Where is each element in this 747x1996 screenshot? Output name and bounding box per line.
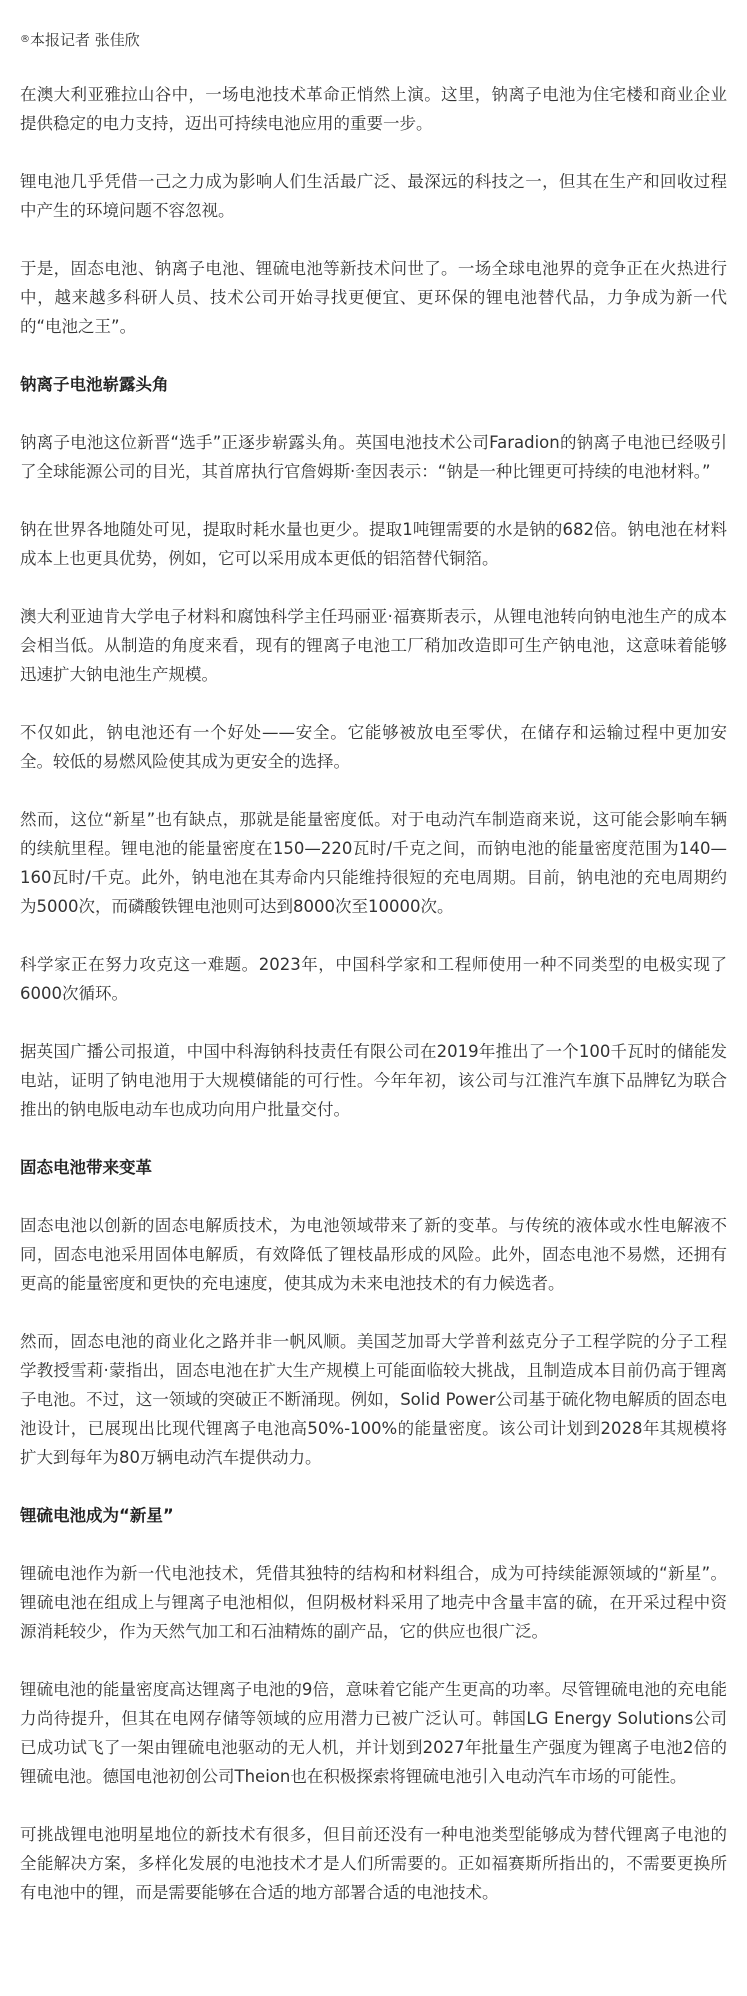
paragraph: 固态电池以创新的固态电解质技术，为电池领域带来了新的变革。与传统的液体或水性电解液不同，固态电池采用固体电解质，有效降低了锂枝晶形成的风险。此外，固态电池不易燃，还拥有更高的能量密度和更快的充电速度，使其成为未来电池技术的有力候选者。: [20, 1216, 727, 1293]
section-heading-solid-state: 固态电池带来变革: [20, 1158, 152, 1177]
registered-mark: ®: [20, 34, 30, 45]
paragraph: 于是，固态电池、钠离子电池、锂硫电池等新技术问世了。一场全球电池界的竞争正在火热进行中，越来越多科研人员、技术公司开始寻找更便宜、更环保的锂电池替代品，力争成为新一代的“电池之王”。: [20, 259, 727, 336]
paragraph: 科学家正在努力攻克这一难题。2023年，中国科学家和工程师使用一种不同类型的电极实现了6000次循环。: [20, 955, 727, 1003]
byline-text: 本报记者 张佳欣: [30, 31, 140, 49]
paragraph: 可挑战锂电池明星地位的新技术有很多，但目前还没有一种电池类型能够成为替代锂离子电池的全能解决方案，多样化发展的电池技术才是人们所需要的。正如福赛斯所指出的，不需要更换所有电池中的锂，而是需要能够在合适的地方部署合适的电池技术。: [20, 1825, 727, 1902]
paragraph: 澳大利亚迪肯大学电子材料和腐蚀科学主任玛丽亚·福赛斯表示，从锂电池转向钠电池生产的成本会相当低。从制造的角度来看，现有的锂离子电池工厂稍加改造即可生产钠电池，这意味着能够迅速扩大钠电池生产规模。: [20, 607, 727, 684]
paragraph: 锂电池几乎凭借一己之力成为影响人们生活最广泛、最深远的科技之一，但其在生产和回收过程中产生的环境问题不容忽视。: [20, 172, 727, 220]
paragraph: 不仅如此，钠电池还有一个好处——安全。它能够被放电至零伏，在储存和运输过程中更加安全。较低的易燃风险使其成为更安全的选择。: [20, 723, 727, 771]
paragraph: 锂硫电池作为新一代电池技术，凭借其独特的结构和材料组合，成为可持续能源领域的“新星”。锂硫电池在组成上与锂离子电池相似，但阴极材料采用了地壳中含量丰富的硫，在开采过程中资源消耗较少，作为天然气加工和石油精炼的副产品，它的供应也很广泛。: [20, 1564, 727, 1641]
paragraph: 钠在世界各地随处可见，提取时耗水量也更少。提取1吨锂需要的水是钠的682倍。钠电池在材料成本上也更具优势，例如，它可以采用成本更低的铝箔替代铜箔。: [20, 520, 727, 568]
section-heading-lithium-sulfur: 锂硫电池成为“新星”: [20, 1506, 174, 1525]
section-heading-sodium: 钠离子电池崭露头角: [20, 375, 169, 394]
paragraph: 然而，这位“新星”也有缺点，那就是能量密度低。对于电动汽车制造商来说，这可能会影响车辆的续航里程。锂电池的能量密度在150—220瓦时/千克之间，而钠电池的能量密度范围为140—160瓦时/千克。此外，钠电池在其寿命内只能维持很短的充电周期。目前，钠电池的充电周期约为5000次，而磷酸铁锂电池则可达到8000次至10000次。: [20, 810, 727, 916]
paragraph: 据英国广播公司报道，中国中科海钠科技责任有限公司在2019年推出了一个100千瓦时的储能发电站，证明了钠电池用于大规模储能的可行性。今年年初，该公司与江淮汽车旗下品牌钇为联合推出的钠电版电动车也成功向用户批量交付。: [20, 1042, 727, 1119]
paragraph: 然而，固态电池的商业化之路并非一帆风顺。美国芝加哥大学普利兹克分子工程学院的分子工程学教授雪莉·蒙指出，固态电池在扩大生产规模上可能面临较大挑战，且制造成本目前仍高于锂离子电池。不过，这一领域的突破正不断涌现。例如，Solid Power公司基于硫化物电解质的固态电池设计，已展现出比现代锂离子电池高50%-100%的能量密度。该公司计划到2028年其规模将扩大到每年为80万辆电动汽车提供动力。: [20, 1332, 727, 1467]
paragraph: 钠离子电池这位新晋“选手”正逐步崭露头角。英国电池技术公司Faradion的钠离子电池已经吸引了全球能源公司的目光，其首席执行官詹姆斯·奎因表示：“钠是一种比锂更可持续的电池材料。”: [20, 433, 727, 481]
paragraph: 在澳大利亚雅拉山谷中，一场电池技术革命正悄然上演。这里，钠离子电池为住宅楼和商业企业提供稳定的电力支持，迈出可持续电池应用的重要一步。: [20, 85, 727, 133]
paragraph: 锂硫电池的能量密度高达锂离子电池的9倍，意味着它能产生更高的功率。尽管锂硫电池的充电能力尚待提升，但其在电网存储等领域的应用潜力已被广泛认可。韩国LG Energy Solutions公司已成功试飞了一架由锂硫电池驱动的无人机，并计划到2027年批量生产强度为锂离子电池2倍的锂硫电池。德国电池初创公司Theion也在积极探索将锂硫电池引入电动汽车市场的可能性。: [20, 1680, 727, 1786]
byline: [20, 28, 727, 52]
